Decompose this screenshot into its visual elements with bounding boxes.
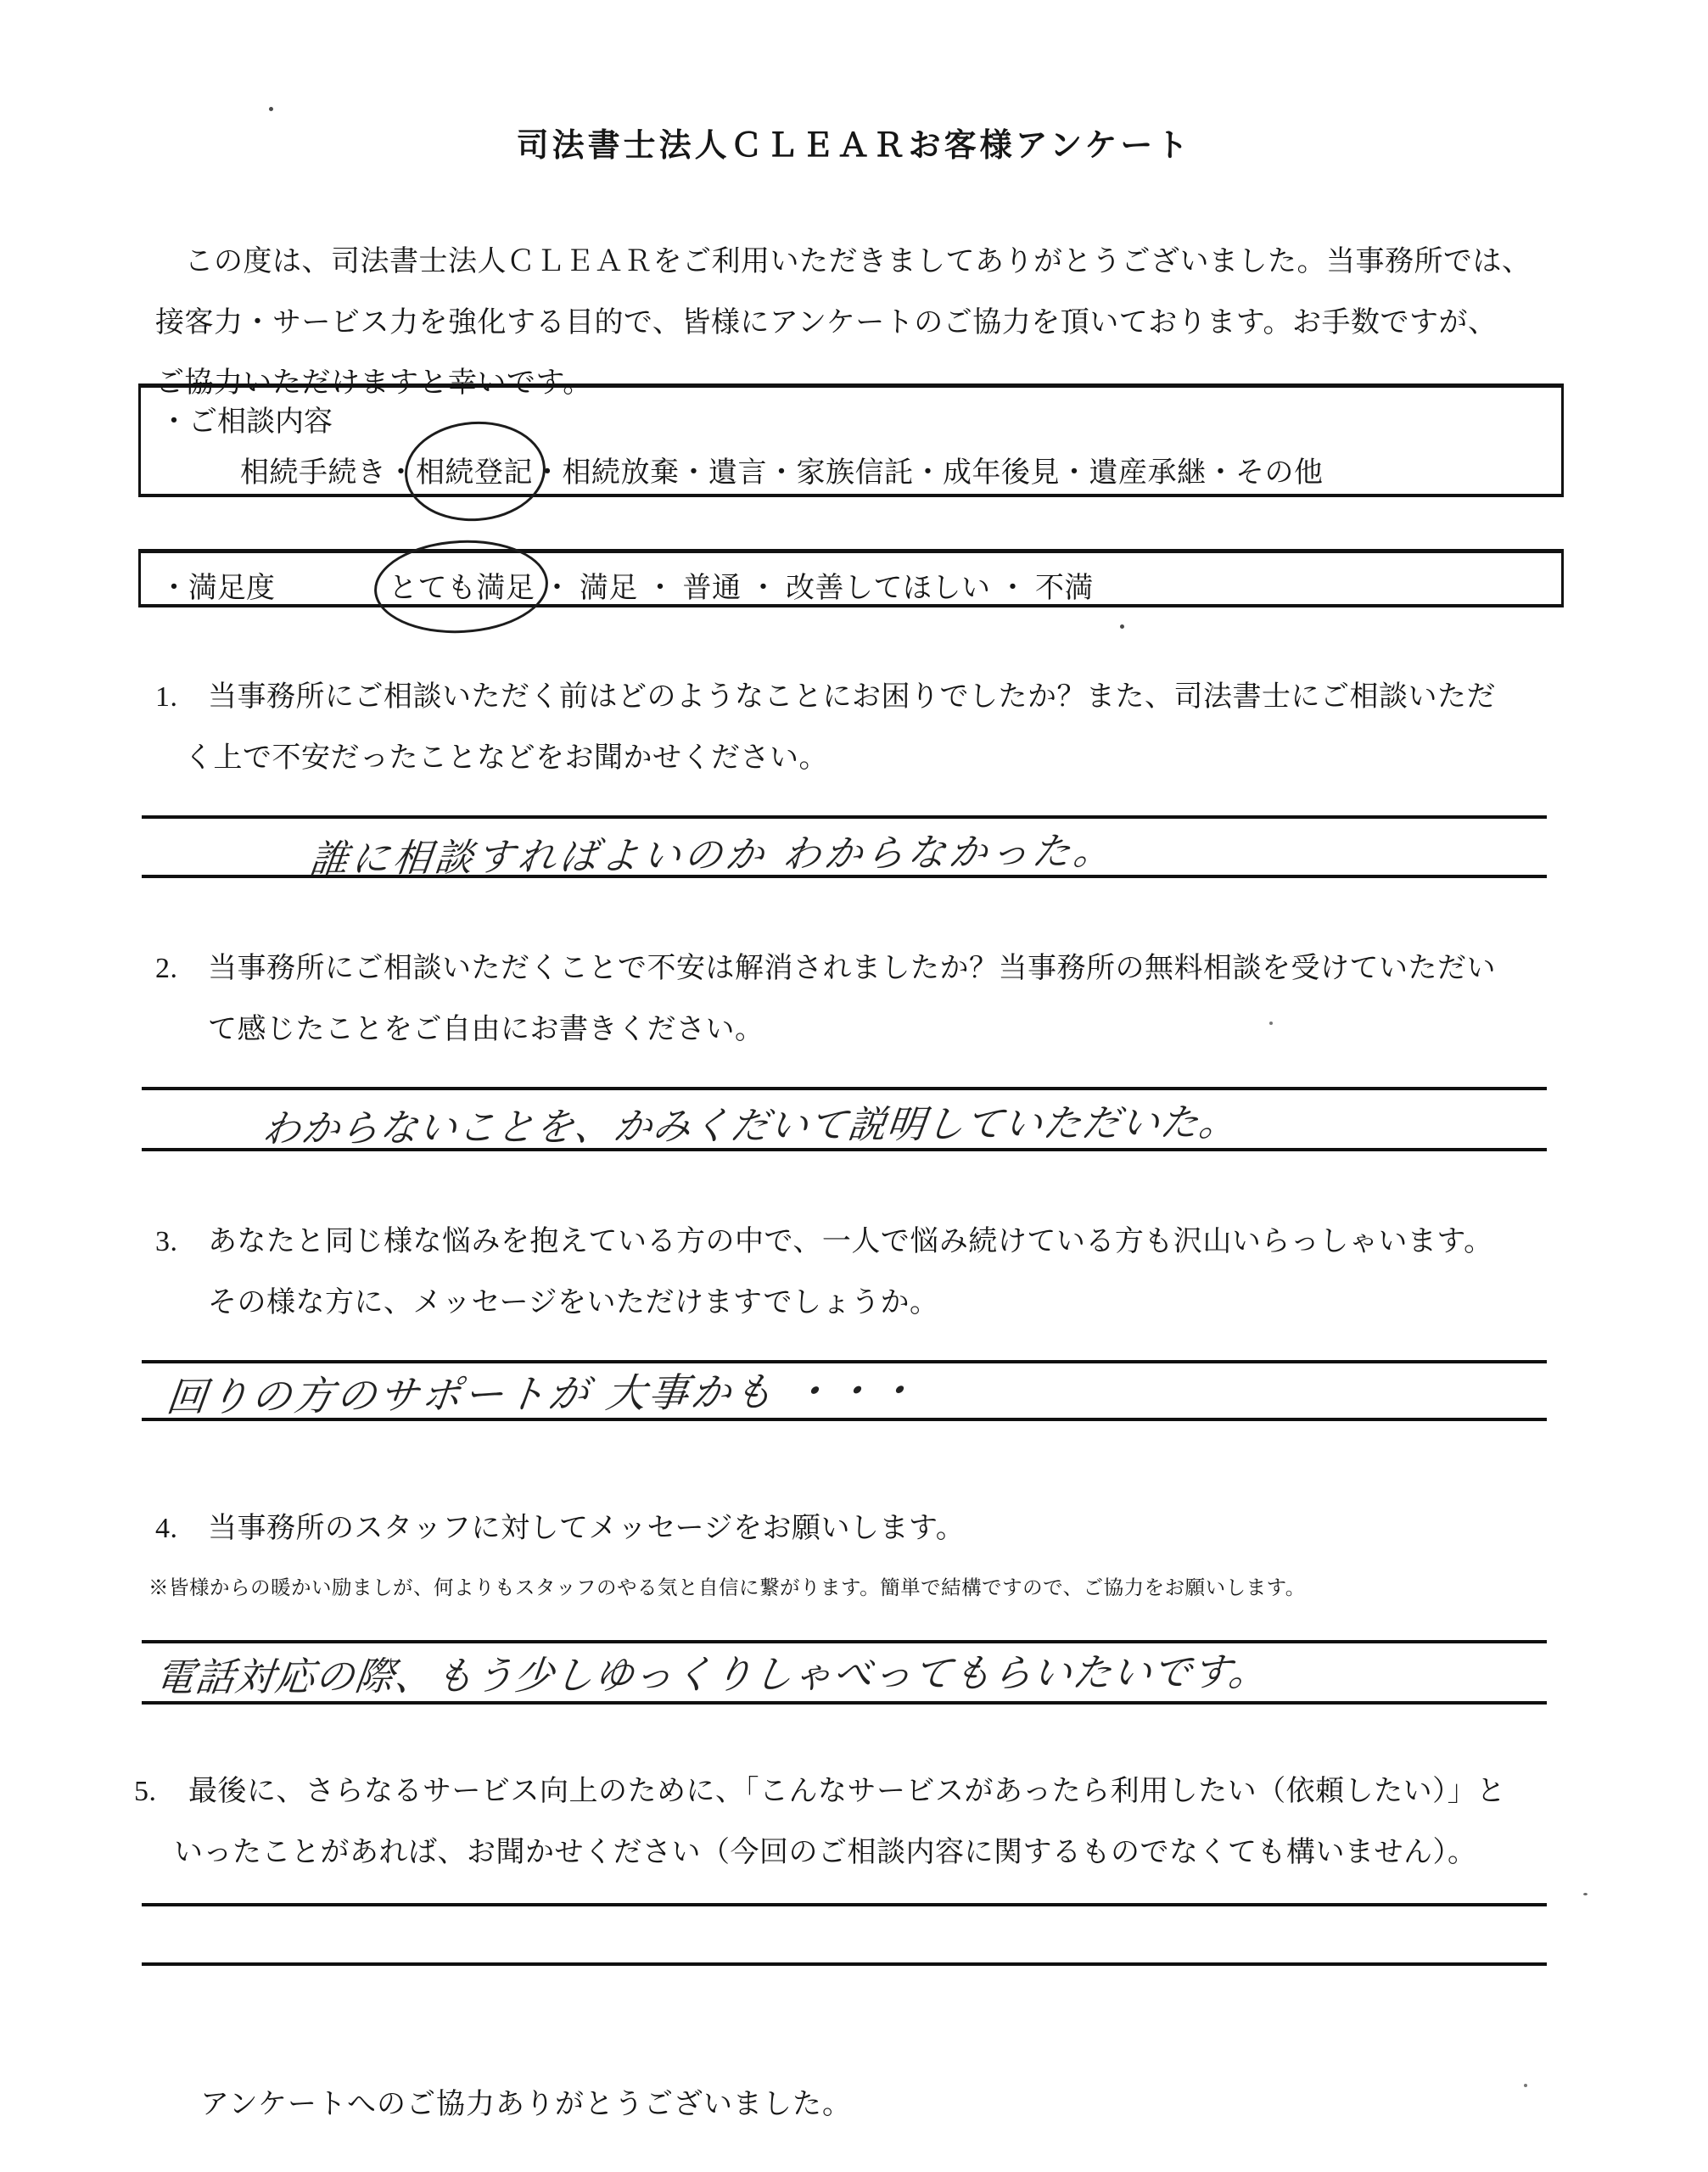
satisfaction-label: ・満足度 bbox=[160, 573, 275, 604]
intro-line-3: ご協力いただけますと幸いです。 bbox=[155, 367, 592, 399]
circled-option-totemo-manzoku: とても満足 bbox=[389, 564, 535, 606]
handwritten-answer-4: 電話対応の際、もう少しゆっくりしゃべってもらいたいです。 bbox=[153, 1649, 1272, 1700]
question-4-note: ※皆様からの暖かい励ましが、何よりもスタッフのやる気と自信に繋がります。簡単で結構ですので、ご協力をお願いします。 bbox=[148, 1577, 1306, 1599]
handwritten-answer-3: 回りの方のサポートが 大事かも ・・・ bbox=[164, 1368, 921, 1421]
question-5-text-line-1: 最後に、さらなるサービス向上のために、「こんなサービスがあったら利用したい（依頼したい）」と bbox=[188, 1776, 1506, 1807]
question-3 bbox=[155, 1212, 1568, 1334]
consultation-options-suffix: ・相続放棄・遺言・家族信託・成年後見・遺産承継・その他 bbox=[533, 457, 1324, 489]
scan-speck bbox=[269, 107, 273, 111]
question-3-text-line-1: あなたと同じ様な悩みを抱えている方の中で、一人で悩み続けている方も沢山いらっしゃいます。 bbox=[208, 1226, 1493, 1257]
question-5-text-line-2: いったことがあれば、お聞かせください（今回のご相談内容に関するものでなくても構いません）。 bbox=[174, 1837, 1477, 1868]
consultation-options-row bbox=[240, 449, 1324, 490]
question-1-text-line-2: く上で不安だったことなどをお聞かせください。 bbox=[184, 742, 828, 774]
satisfaction-box bbox=[138, 549, 1564, 607]
scan-speck bbox=[1583, 1893, 1588, 1895]
answer-5-ruled-line-1 bbox=[142, 1903, 1547, 1906]
intro-line-1: この度は、司法書士法人ＣＬＥＡＲをご利用いただきましてありがとうございました。当事務所では、 bbox=[155, 246, 1532, 277]
satisfaction-options-suffix: ・ 満足 ・ 普通 ・ 改善してほしい ・ 不満 bbox=[535, 573, 1094, 604]
question-2-text-line-1: 当事務所にご相談いただくことで不安は解消されましたか？当事務所の無料相談を受けていただい bbox=[208, 953, 1496, 984]
question-2 bbox=[155, 938, 1568, 1061]
question-4-text-line-1: 当事務所のスタッフに対してメッセージをお願いします。 bbox=[208, 1513, 966, 1544]
question-2-number: 2. bbox=[155, 953, 178, 984]
question-2-text-line-2: て感じたことをご自由にお書きください。 bbox=[208, 1014, 764, 1045]
answer-1-ruled-line-1 bbox=[142, 815, 1547, 819]
consultation-content-label: ・ご相談内容 bbox=[160, 406, 333, 438]
document-title: 司法書士法人ＣＬＥＡＲお客様アンケート bbox=[516, 128, 1192, 164]
handwritten-answer-2: わからないことを、かみくだいて説明していただいた。 bbox=[260, 1099, 1241, 1151]
consultation-content-box bbox=[138, 383, 1564, 497]
closing-thanks-text: アンケートへのご協力ありがとうございました。 bbox=[200, 2089, 852, 2120]
satisfaction-options-row bbox=[389, 564, 1094, 606]
intro-line-2: 接客力・サービス力を強化する目的で、皆様にアンケートのご協力を頂いております。お手数ですが、 bbox=[155, 306, 1498, 339]
handwritten-answer-1: 誰に相談すればよいのか わからなかった。 bbox=[307, 827, 1118, 882]
consultation-options-prefix: 相続手続き・ bbox=[240, 457, 416, 489]
answer-2-ruled-line-2 bbox=[142, 1148, 1547, 1151]
answer-1-ruled-line-2 bbox=[142, 875, 1547, 878]
question-1 bbox=[155, 667, 1568, 789]
circled-option-souzoku-touki: 相続登記 bbox=[416, 449, 533, 490]
answer-5-ruled-line-2 bbox=[142, 1962, 1547, 1966]
question-5 bbox=[134, 1761, 1547, 1884]
answer-2-ruled-line-1 bbox=[142, 1087, 1547, 1090]
scan-speck bbox=[1120, 624, 1124, 629]
question-5-number: 5. bbox=[134, 1776, 157, 1807]
question-1-text-line-1: 当事務所にご相談いただく前はどのようなことにお困りでしたか？また、司法書士にご相談いただ bbox=[208, 681, 1496, 713]
question-3-text-line-2: その様な方に、メッセージをいただけますでしょうか。 bbox=[208, 1287, 939, 1318]
question-4 bbox=[155, 1498, 1568, 1559]
question-3-number: 3. bbox=[155, 1226, 178, 1257]
question-1-number: 1. bbox=[155, 681, 178, 713]
answer-3-ruled-line-2 bbox=[142, 1418, 1547, 1421]
scan-speck bbox=[1524, 2084, 1527, 2087]
answer-4-ruled-line-2 bbox=[142, 1701, 1547, 1705]
question-4-number: 4. bbox=[155, 1513, 178, 1544]
